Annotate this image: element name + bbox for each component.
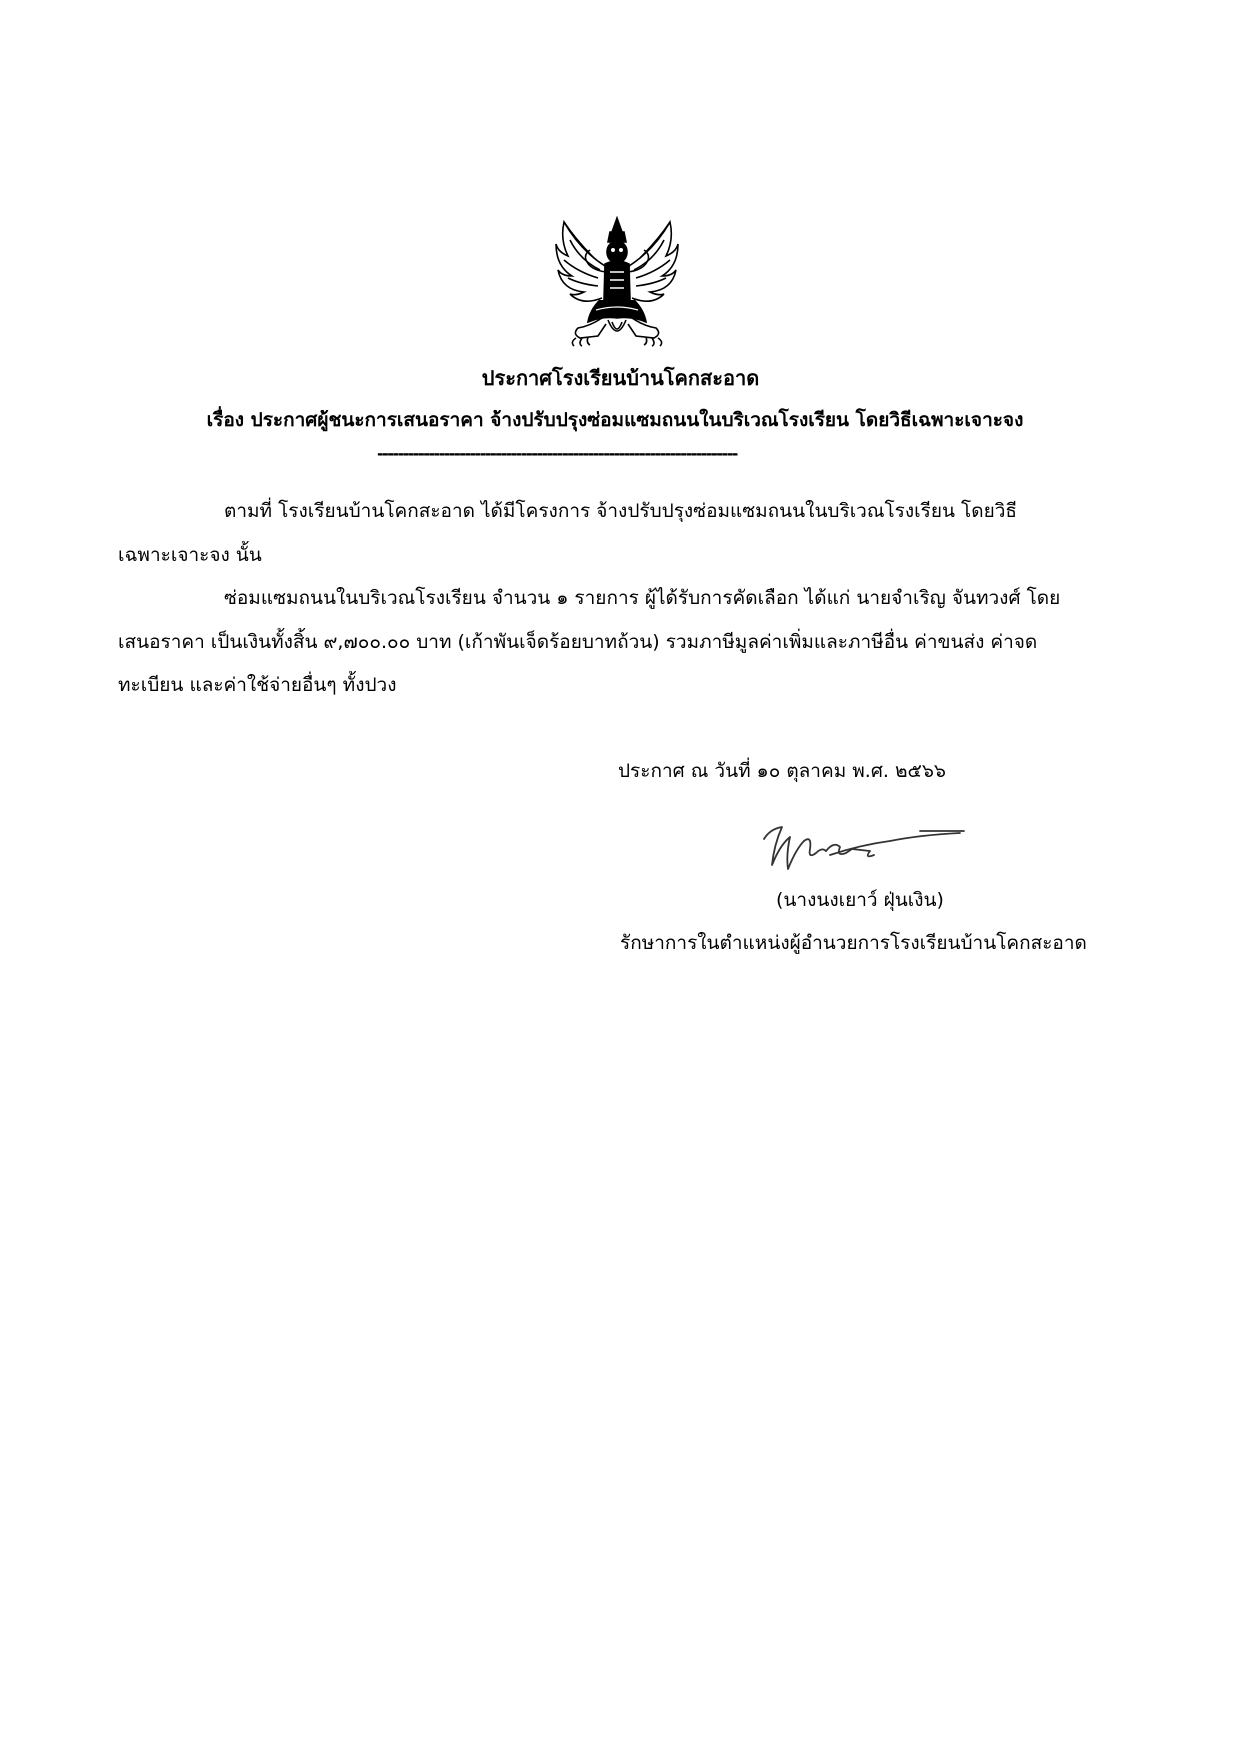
- handwritten-signature: [760, 815, 970, 885]
- garuda-emblem-icon: [550, 210, 685, 348]
- body-paragraph-1-line-2: เฉพาะเจาะจง นั้น: [118, 544, 262, 566]
- body-paragraph-2-line-2: เสนอราคา เป็นเงินทั้งสิ้น ๙,๗๐๐.๐๐ บาท (เก้าพันเจ็ดร้อยบาทถ้วน) รวมภาษีมูลค่าเพิ่มและภาษีอื่น ค่าขนส่ง ค่าจด: [118, 631, 1038, 653]
- announcement-title: ประกาศโรงเรียนบ้านโคกสะอาด: [481, 366, 760, 390]
- signer-name: (นางนงเยาว์ ฝุ่นเงิน): [776, 889, 944, 911]
- body-paragraph-2-line-3: ทะเบียน และค่าใช้จ่ายอื่นๆ ทั้งปวง: [118, 674, 397, 696]
- signer-position: รักษาการในตำแหน่งผู้อำนวยการโรงเรียนบ้านโคกสะอาด: [620, 932, 1087, 954]
- divider-line: ----------------------------------------------------------------------: [377, 444, 737, 463]
- announcement-date: ประกาศ ณ วันที่ ๑๐ ตุลาคม พ.ศ. ๒๕๖๖: [618, 760, 946, 782]
- announcement-subject: เรื่อง ประกาศผู้ชนะการเสนอราคา จ้างปรับปรุงซ่อมแซมถนนในบริเวณโรงเรียน โดยวิธีเฉพาะเจาะจง: [206, 409, 1024, 431]
- body-paragraph-2-line-1: ซ่อมแซมถนนในบริเวณโรงเรียน จำนวน ๑ รายการ ผู้ได้รับการคัดเลือก ได้แก่ นายจำเริญ จันทวงศ์ โดย: [224, 587, 1061, 609]
- body-paragraph-1-line-1: ตามที่ โรงเรียนบ้านโคกสะอาด ได้มีโครงการ จ้างปรับปรุงซ่อมแซมถนนในบริเวณโรงเรียน โดยวิธี: [224, 500, 1017, 522]
